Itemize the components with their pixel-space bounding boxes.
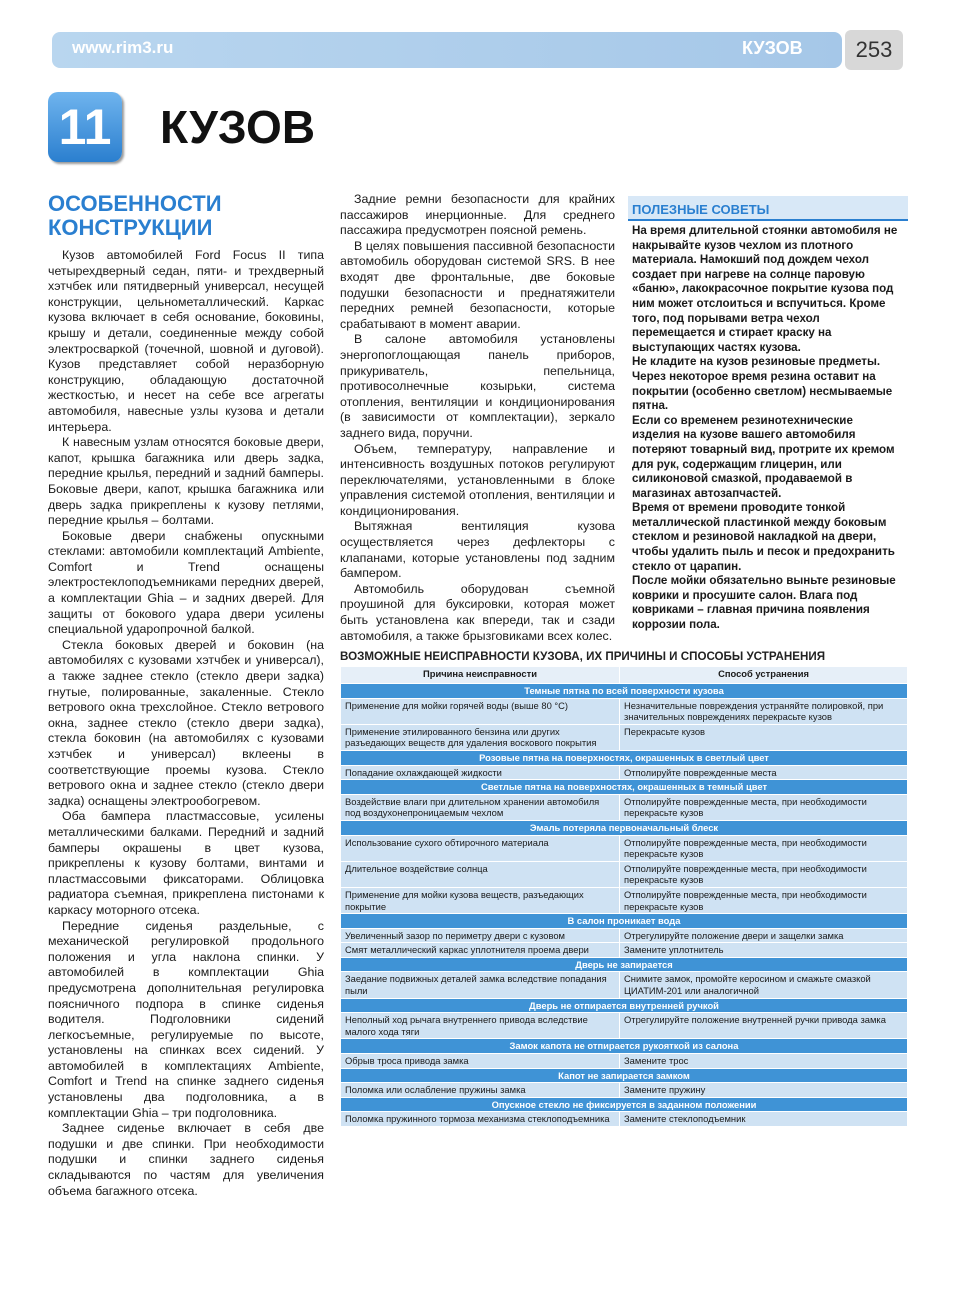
paragraph: Боковые двери снабжены опускными стеклами: автомобили комплектаций Ambiente, Comfort и Trend оснащены электростеклоподъемниками передних дверей, а комплектации Ghia – и задних дверей. Для защиты от бокового удара двери усилены специальной ударопрочной балкой. xyxy=(48,528,324,637)
column-header-fix: Способ устранения xyxy=(620,667,908,684)
site-url: www.rim3.ru xyxy=(72,38,174,57)
cause-cell: Применение для мойки кузова веществ, разъедающих покрытие xyxy=(341,887,620,913)
cause-cell: Поломка или ослабление пружины замка xyxy=(341,1083,620,1098)
paragraph: Время от времени проводите тонкой металлической пластинкой между боковым стеклом и резиновой накладкой на двери, чтобы удалить пыль и песок и предохранить стекло от царапин. xyxy=(632,501,895,573)
fix-cell: Отполируйте поврежденные места, при необходимости перекрасьте кузов xyxy=(620,861,908,887)
fault-category-row xyxy=(341,914,908,929)
fault-category-row xyxy=(341,1097,908,1112)
table-row xyxy=(341,943,908,958)
fix-cell: Снимите замок, промойте керосином и смажьте смазкой ЦИАТИМ-201 или аналогичной xyxy=(620,972,908,998)
chapter-number: 11 xyxy=(48,92,122,162)
paragraph: Если со временем резинотехнические изделия на кузове вашего автомобиля потеряют товарный вид, протрите их кремом для рук, содержащим глицерин, или силиконовой смазкой, продаваемой в магазинах автозапчастей. xyxy=(632,413,895,500)
cause-cell: Обрыв троса привода замка xyxy=(341,1054,620,1069)
page-number: 253 xyxy=(845,30,903,70)
table-title: ВОЗМОЖНЫЕ НЕИСПРАВНОСТИ КУЗОВА, ИХ ПРИЧИНЫ И СПОСОБЫ УСТРАНЕНИЯ xyxy=(340,650,826,663)
paragraph: В салоне автомобиля установлены энергопоглощающая панель приборов, прикуриватель, пепельница, противосолнечные козырьки, система отопления, вентиляции и кондиционирования (в зависимости от комплектации), зеркало заднего вида, поручни. xyxy=(340,332,615,440)
fix-cell: Перекрасьте кузов xyxy=(620,724,908,750)
table-row xyxy=(341,1112,908,1127)
cause-cell: Смят металлический каркас уплотнителя проема двери xyxy=(341,943,620,958)
column-1-text xyxy=(48,248,324,1199)
tips-text xyxy=(628,221,908,636)
cause-cell: Попадание охлаждающей жидкости xyxy=(341,765,620,780)
paragraph: Стекла боковых дверей и боковин (на автомобилях с кузовами хэтчбек и универсал), а также заднее стекло (стекло двери задка) гнутые, полированные, закаленные. Стекло ветрового окна трехслойное. Стекло ветрового окна, заднее стекло (стекло двери задка), стекла боковин (на автомобилях с кузовами хэтчбек и универсал) вклеены в соответствующие проемы кузова. Стекло ветрового окна и заднее стекло (стекло двери задка) оснащены электрообогревом. xyxy=(48,637,324,808)
fault-category-row xyxy=(341,820,908,835)
table-row xyxy=(341,887,908,913)
cause-cell: Поломка пружинного тормоза механизма стеклоподъемника xyxy=(341,1112,620,1127)
fault-category: Темные пятна по всей поверхности кузова xyxy=(341,684,908,699)
fault-category: Эмаль потеряла первоначальный блеск xyxy=(341,820,908,835)
cause-cell: Применение этилированного бензина или других разъедающих веществ для удаления воскового покрытия xyxy=(341,724,620,750)
fix-cell: Отрегулируйте положение двери и защелки замка xyxy=(620,928,908,943)
fix-cell: Отполируйте поврежденные места, при необходимости перекрасьте кузов xyxy=(620,794,908,820)
fix-cell: Замените уплотнитель xyxy=(620,943,908,958)
section-heading: ОСОБЕННОСТИ КОНСТРУКЦИИ xyxy=(48,191,222,240)
paragraph: В целях повышения пассивной безопасности автомобиль оборудован системой SRS. В нее входят две фронтальные, две боковые подушки безопасности и преднатяжители передних ремней безопасности, которые срабатывают в момент аварии. xyxy=(340,238,615,331)
table-row xyxy=(341,698,908,724)
section-label: КУЗОВ xyxy=(742,38,803,58)
table-row xyxy=(341,835,908,861)
faults-table xyxy=(340,666,908,1127)
fault-category-row xyxy=(341,957,908,972)
cause-cell: Увеличенный зазор по периметру двери с кузовом xyxy=(341,928,620,943)
fault-category-row xyxy=(341,1068,908,1083)
fault-category: В салон проникает вода xyxy=(341,914,908,929)
cause-cell: Воздействие влаги при длительном хранении автомобиля под воздухонепроницаемым чехлом xyxy=(341,794,620,820)
tips-title: ПОЛЕЗНЫЕ СОВЕТЫ xyxy=(628,196,908,221)
paragraph: Не кладите на кузов резиновые предметы. Через некоторое время резина оставит на покрытии (особенно светлом) несмываемые пятна. xyxy=(632,355,893,413)
cause-cell: Использование сухого обтирочного материала xyxy=(341,835,620,861)
cause-cell: Применение для мойки горячей воды (выше 80 °С) xyxy=(341,698,620,724)
fault-category-row xyxy=(341,684,908,699)
fix-cell: Замените пружину xyxy=(620,1083,908,1098)
column-1 xyxy=(48,192,324,1199)
table-row xyxy=(341,928,908,943)
paragraph: Оба бампера пластмассовые, усилены металлическими балками. Передний и задний бамперы окрашены в цвет кузова, прикреплены к кузову болтами, винтами и пластмассовыми фиксаторами. Облицовка радиатора съемная, прикреплена пистонами к каркасу моторного отсека. xyxy=(48,809,324,917)
paragraph: Передние сиденья раздельные, с механической регулировкой продольного положения и угла наклона спинки. У автомобилей в комплектации Ghia предусмотрена дополнительная регулировка поясничного подпора в спинке сиденья водителя. Подголовники сидений легкосъемные, регулируемые по высоте, установлены на спинках всех сидений. У автомобилей в комплектациях Ambiente, Comfort и Trend на спинке заднего сиденья установлены два подголовника, а в комплектации Ghia – три подголовника. xyxy=(48,918,324,1120)
paragraph: Задние ремни безопасности для крайних пассажиров инерционные. Для среднего пассажира предусмотрен поясной ремень. xyxy=(340,192,615,238)
paragraph: Кузов автомобилей Ford Focus II типа четырехдверный седан, пяти- и трехдверный хэтчбек или пятидверный универсал, несущей конструкции, цельнометаллический. Каркас кузова включает в себя основание, боковины, крышу и детали, соединенные между собой электросваркой (точечной, шовной и дуговой). Кузов представляет собой неразборную конструкцию, обладающую достаточной жесткостью, и несет на себе все агрегаты автомобиля, навесные узлы кузова и детали интерьера. xyxy=(48,248,324,434)
table-row xyxy=(341,765,908,780)
paragraph: К навесным узлам относятся боковые двери, капот, крышка багажника или дверь задка, передние крылья, передний и задний бамперы. Боковые двери, капот, крышка багажника или дверь задка прикреплены к кузову петлями, передние крылья – болтами. xyxy=(48,435,324,528)
fault-category: Дверь не отпирается внутренней ручкой xyxy=(341,998,908,1013)
tips-box xyxy=(628,196,908,642)
fault-category: Дверь не запирается xyxy=(341,957,908,972)
paragraph: После мойки обязательно выньте резиновые коврики и просушите салон. Влага под ковриками – главная причина появления коррозии пола. xyxy=(632,574,896,632)
fault-category: Замок капота не отпирается рукояткой из салона xyxy=(341,1039,908,1054)
table-row xyxy=(341,1013,908,1039)
fault-category-row xyxy=(341,998,908,1013)
cause-cell: Неполный ход рычага внутреннего привода вследствие малого хода тяги xyxy=(341,1013,620,1039)
column-2-text xyxy=(340,192,615,644)
table-row xyxy=(341,724,908,750)
cause-cell: Длительное воздействие солнца xyxy=(341,861,620,887)
fault-category-row xyxy=(341,780,908,795)
column-2 xyxy=(340,192,615,644)
fault-category-row xyxy=(341,750,908,765)
chapter-title: КУЗОВ xyxy=(160,101,316,153)
fix-cell: Отполируйте поврежденные места xyxy=(620,765,908,780)
fault-category: Светлые пятна на поверхностях, окрашенных в темный цвет xyxy=(341,780,908,795)
fix-cell: Отрегулируйте положение внутренней ручки привода замка xyxy=(620,1013,908,1039)
table-row xyxy=(341,794,908,820)
paragraph: Автомобиль оборудован съемной проушиной для буксировки, которая может быть установлена как впереди, так и сзади автомобиля, а также брызговиками всех колес. xyxy=(340,581,615,643)
column-header-cause: Причина неисправности xyxy=(341,667,620,684)
table-row xyxy=(341,972,908,998)
fix-cell: Замените трос xyxy=(620,1054,908,1069)
table-header-row xyxy=(341,667,908,684)
fix-cell: Отполируйте поврежденные места, при необходимости перекрасьте кузов xyxy=(620,887,908,913)
paragraph: Вытяжная вентиляция кузова осуществляется через дефлекторы с клапанами, которые установлены под задним бампером. xyxy=(340,519,615,581)
fault-category-row xyxy=(341,1039,908,1054)
paragraph: Объем, температуру, направление и интенсивность воздушных потоков регулируют переключателями, установленными в блоке управления системой отопления, вентиляции и кондиционирования. xyxy=(340,441,615,518)
table-row xyxy=(341,1054,908,1069)
fault-category: Капот не запирается замком xyxy=(341,1068,908,1083)
fix-cell: Незначительные повреждения устраняйте полировкой, при значительных повреждениях перекрасьте кузов xyxy=(620,698,908,724)
table-row xyxy=(341,1083,908,1098)
fault-category: Опускное стекло не фиксируется в заданном положении xyxy=(341,1097,908,1112)
cause-cell: Заедание подвижных деталей замка вследствие попадания пыли xyxy=(341,972,620,998)
paragraph: На время длительной стоянки автомобиля не накрывайте кузов чехлом из плотного материала. Намокший под дождем чехол создает при нагреве на солнце паровую «баню», лакокрасочное покрытие кузова под ним может отслоиться и вспучиться. Кроме того, под порывами ветра чехол перемещается и стирает краску на выступающих частях кузова. xyxy=(632,224,898,354)
table-row xyxy=(341,861,908,887)
fault-category: Розовые пятна на поверхностях, окрашенных в светлый цвет xyxy=(341,750,908,765)
fix-cell: Замените стеклоподъемник xyxy=(620,1112,908,1127)
paragraph: Заднее сиденье включает в себя две подушки и две спинки. При необходимости подушки и спинки заднего сиденья складываются по частям для увеличения объема багажного отсека. xyxy=(48,1121,324,1198)
fix-cell: Отполируйте поврежденные места, при необходимости перекрасьте кузов xyxy=(620,835,908,861)
